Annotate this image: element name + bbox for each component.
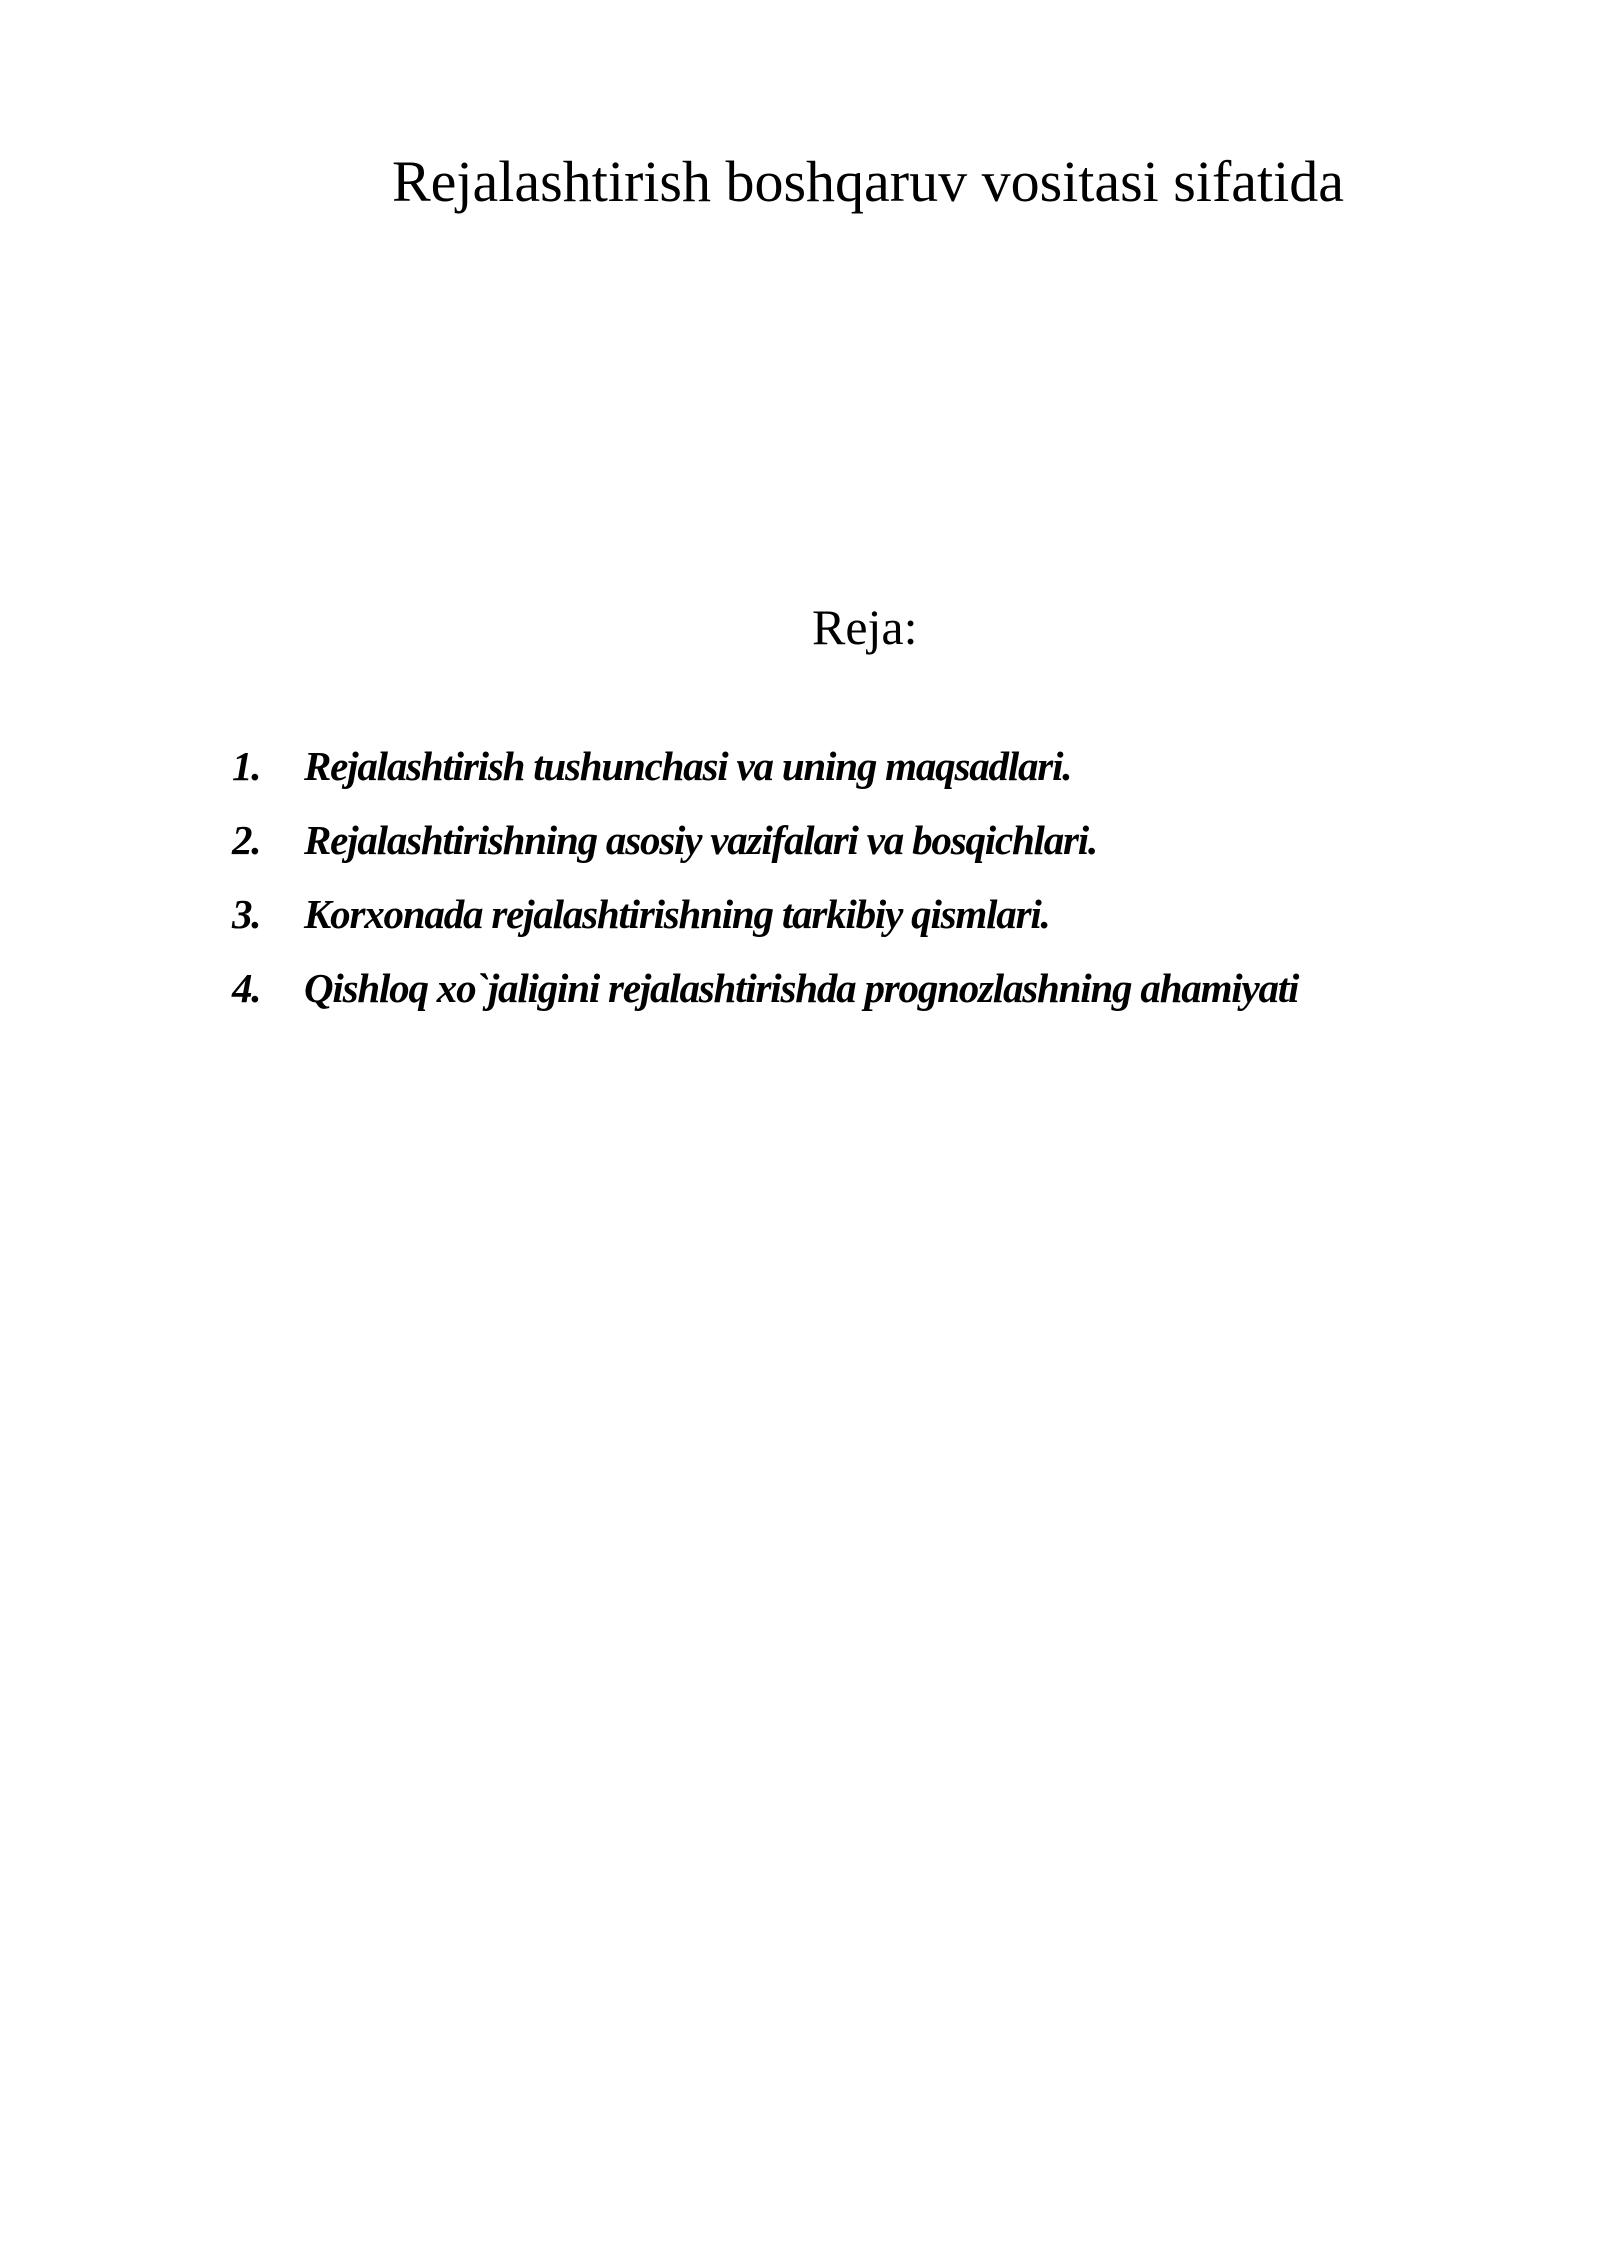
plan-item-text: Korxonada rejalashtirishning tarkibiy qismlari.	[304, 891, 1050, 937]
plan-item	[232, 890, 1298, 964]
plan-list	[232, 742, 1298, 1038]
plan-item	[232, 816, 1298, 890]
document-title: Rejalashtirish boshqaruv vositasi sifatida	[392, 149, 1345, 214]
plan-heading: Reja:	[812, 599, 918, 655]
plan-item	[232, 742, 1298, 816]
plan-item-text: Qishloq xo`jaligini rejalashtirishda prognozlashning ahamiyati	[304, 965, 1299, 1011]
plan-item-number: 3.	[232, 891, 261, 937]
plan-item-number: 1.	[232, 743, 261, 789]
plan-item-text: Rejalashtirish tushunchasi va uning maqsadlari.	[304, 743, 1072, 789]
plan-item-text: Rejalashtirishning asosiy vazifalari va bosqichlari.	[304, 817, 1098, 863]
plan-item-number: 2.	[232, 817, 261, 863]
plan-item-number: 4.	[232, 965, 261, 1011]
plan-item	[232, 964, 1298, 1038]
